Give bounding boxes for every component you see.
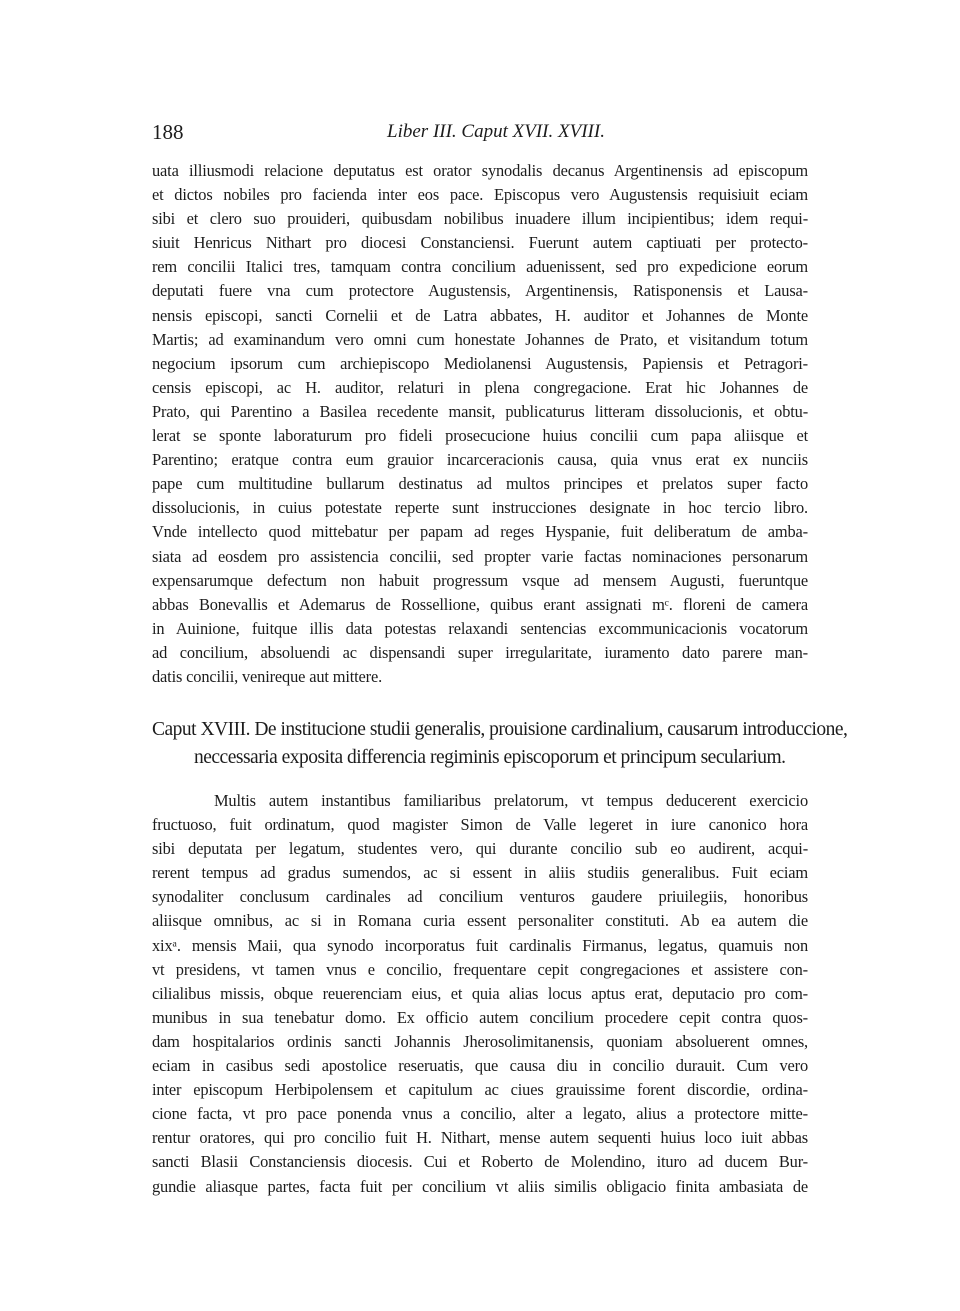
page-header [152, 118, 808, 146]
text-line: nensis episcopi, sancti Cornelii et de Latra abbates, H. auditor et Johannes de Monte [152, 305, 808, 325]
text-line: dam hospitalarios ordinis sancti Johannis Jherosolimitanensis, quoniam absoluerent omnes, [152, 1031, 808, 1051]
text-line: et dictos nobiles pro facienda inter eos pace. Episcopus vero Augustensis requisiuit eciam [152, 185, 808, 205]
text-line: sibi deputata per legatum, studentes vero, qui durante concilio sub eo audirent, acqui- [152, 839, 808, 859]
paragraph-chapter-17-end [152, 159, 808, 689]
text-line: ad concilium, absoluendi ac dispensandi super irregularitate, iuramento dato parere man- [152, 642, 808, 662]
text-line: Vnde intellecto quod mittebatur per papam ad reges Hyspanie, fuit deliberatum de amba- [152, 522, 808, 542]
text-line: siata ad eosdem pro assistencia concilii, sed propter varie factas nominaciones personarum [152, 546, 808, 566]
text-line: datis concilii, venireque aut mittere. [152, 666, 383, 686]
text-line: deputati fuere vna cum protectore Augustensis, Argentinensis, Ratisponensis et Lausa- [152, 281, 808, 301]
text-line: fructuoso, fuit ordinatum, quod magister Simon de Valle legeret in iure canonico hora [152, 815, 808, 835]
text-line: sancti Blasii Constanciensis diocesis. Cui et Roberto de Molendino, ituro ad ducem Bur- [152, 1152, 808, 1172]
text-line: gundie aliasque partes, facta fuit per concilium vt aliis similis obligacio finita ambasiata de [152, 1176, 808, 1196]
text-line: censis episcopi, ac H. auditor, relaturi in plena congregacione. Erat hic Johannes de [152, 377, 808, 397]
chapter-heading-line-1: Caput XVIII. De institucione studii generalis, prouisione cardinalium, causarum introduccione, [152, 719, 848, 740]
text-line: Martis; ad examinandum vero omni cum honestate Johannes de Prato, et visitandum totum [152, 329, 808, 349]
text-line: rerent tempus ad gradus sumendos, ac si essent in aliis studiis generalibus. Fuit eciam [152, 863, 808, 883]
text-line: abbas Bonevallis et Ademarus de Rossellione, quibus erant assignati mᶜ. floreni de camera [152, 594, 808, 614]
text-line: dissolucionis, in cuius potestate reperte sunt instrucciones designate in hoc tercio libro. [152, 498, 808, 518]
text-line: cione facta, vt pro pace ponenda vnus a concilio, alter a legato, alius a protectore mitte- [152, 1104, 808, 1124]
running-title: Liber III. Caput XVII. XVIII. [387, 121, 605, 142]
text-line: munibus in sua tenebatur domo. Ex officio autem concilium procedere cepit contra quos- [152, 1007, 808, 1027]
text-line: eciam in casibus sedi apostolice reseruatis, que causa diu in concilio durauit. Cum vero [152, 1056, 808, 1076]
text-line: lerat se sponte laboraturum pro fideli prosecucione huius concilii cum papa aliisque et [152, 426, 808, 446]
text-line: siuit Henricus Nithart pro diocesi Constanciensi. Fuerunt autem captiuati per protecto- [152, 233, 808, 253]
text-line: Multis autem instantibus familiaribus prelatorum, vt tempus deducerent exercicio [214, 791, 808, 810]
text-line: inter episcopum Herbipolensem et capitulum ac ciues grauissime forent discordie, ordina- [152, 1080, 808, 1100]
paragraph-chapter-18-start [152, 789, 808, 1199]
text-line: pape cum multitudine bullarum destinatus ad multos principes et prelatos super facto [152, 474, 808, 494]
text-line: expensarumque defectum non habuit progressum vsque ad mensem Augusti, fueruntque [152, 570, 808, 590]
chapter-heading-line-2: neccessaria exposita differencia regiminis episcoporum et principum secularium. [194, 747, 786, 768]
text-line: in Auinione, fuitque illis data potestas relaxandi sentencias excommunicacionis vocatorum [152, 618, 808, 638]
text-line: aliisque omnibus, ac si in Romana curia essent personaliter constituti. Ab ea autem die [152, 911, 808, 931]
text-line: vt presidens, vt tamen vnus e concilio, frequentare cepit congregaciones et assistere con- [152, 959, 808, 979]
text-line: rentur oratores, qui pro concilio fuit H. Nithart, mense autem sequenti huius loco iuit abbas [152, 1128, 808, 1148]
text-line: negocium ipsorum cum archiepiscopo Mediolanensi Augustensis, Papiensis et Petragori- [152, 353, 808, 373]
chapter-heading [152, 716, 848, 772]
text-line: Prato, qui Parentino a Basilea recedente mansit, publicaturus litteram dissolucionis, et obtu- [152, 401, 808, 421]
text-line: uata illiusmodi relacione deputatus est orator synodalis decanus Argentinensis ad episcopum [152, 161, 808, 180]
text-line: cilialibus missis, obque reuerenciam eius, et quia alias locus aptus erat, deputacio pro com- [152, 983, 808, 1003]
page-number: 188 [152, 120, 184, 144]
text-line: xixᵃ. mensis Maii, qua synodo incorporatus fuit cardinalis Firmanus, legatus, quamuis non [152, 935, 808, 955]
text-line: sibi et clero suo prouideri, quibusdam nobilibus inuadere illum incipientibus; idem requi- [152, 209, 808, 229]
text-line: Parentino; eratque contra eum grauior incarceracionis causa, quia vnus erat ex nunciis [152, 450, 808, 470]
text-line: synodaliter conclusum cardinales ad concilium venturos gaudere priuilegiis, honoribus [152, 887, 808, 907]
text-line: rem concilii Italici tres, tamquam contra concilium aduenissent, sed pro expedicione eorum [152, 257, 808, 277]
